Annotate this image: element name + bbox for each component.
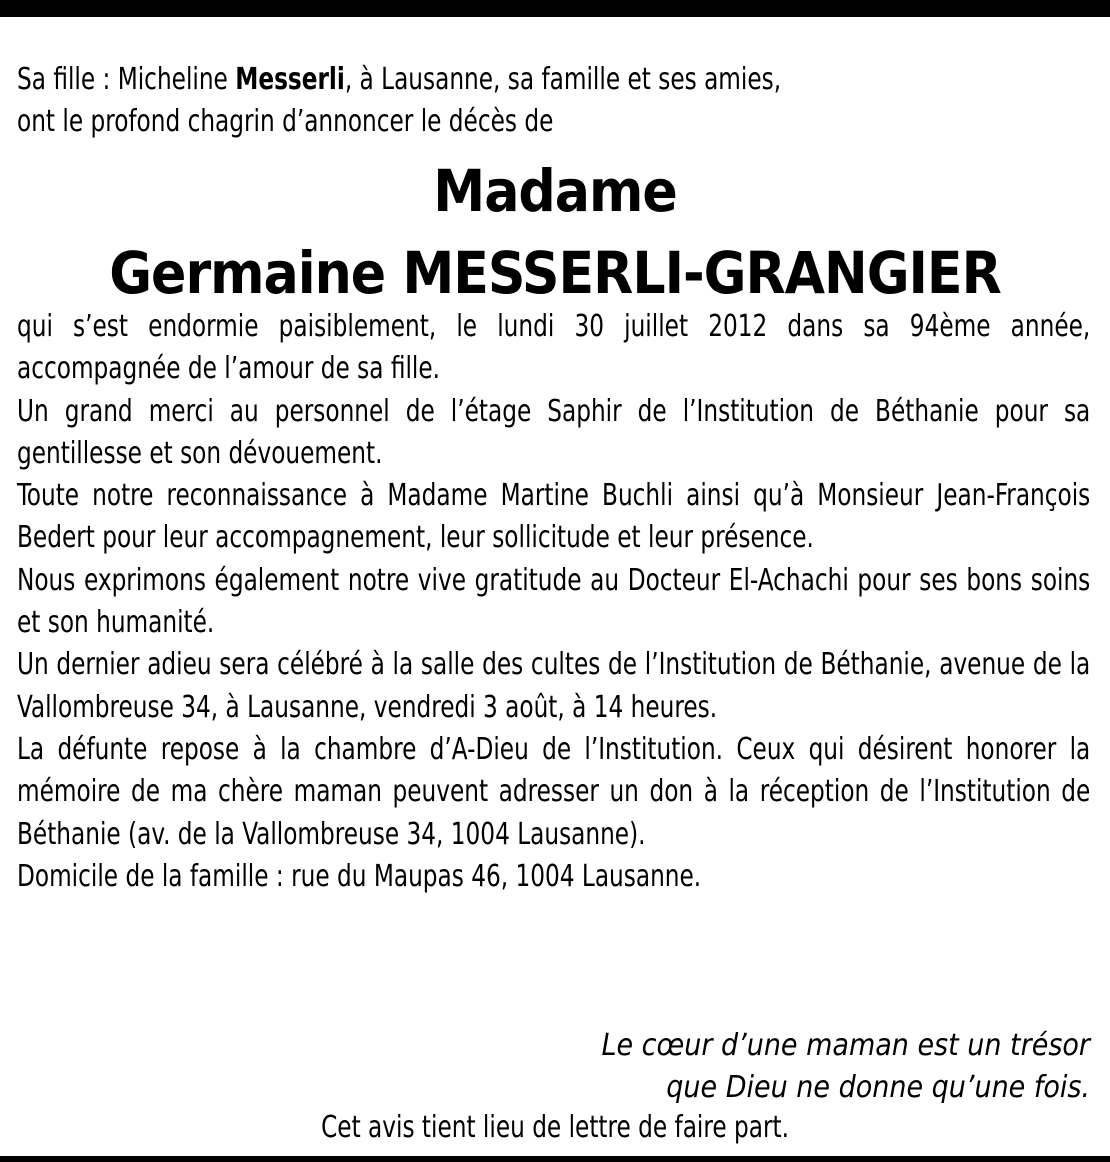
- paragraph-thanks-individuals: Toute notre reconnaissance à Madame Martine Buchli ainsi qu’à Monsieur Jean-François Bedert pour leur accompagnement, leur sollicitude et leur présence.: [17, 478, 1091, 556]
- intro-line-2: ont le profond chagrin d’annoncer le décès de: [17, 104, 554, 140]
- bottom-border-rule: [0, 1156, 1110, 1162]
- paragraph-ceremony: Un dernier adieu sera célébré à la salle des cultes de l’Institution de Béthanie, avenue de la Vallombreuse 34, à Lausanne, vendredi 3 août, à 14 heures.: [17, 647, 1091, 725]
- top-border-rule: [0, 0, 1110, 17]
- memorial-quote: [390, 1025, 1090, 1109]
- notice-body: [17, 306, 1090, 898]
- daughter-surname: Messerli: [235, 62, 345, 97]
- paragraph-thanks-doctor: Nous exprimons également notre vive gratitude au Docteur El-Achachi pour ses bons soins et son humanité.: [17, 562, 1091, 641]
- deceased-title: Madame: [433, 157, 677, 225]
- quote-line-2: que Dieu ne donne qu’une fois.: [666, 1070, 1090, 1105]
- closing-line: [0, 1107, 1110, 1149]
- paragraph-donations: La défunte repose à la chambre d’A-Dieu de l’Institution. Ceux qui désirent honorer la mémoire de ma chère maman peuvent adresser un don à la réception de l’Institution de Béthanie (av. de la Vallombreuse 34, 1004 Lausanne).: [17, 731, 1091, 852]
- deceased-heading: [0, 150, 1110, 314]
- closing-text: Cet avis tient lieu de lettre de faire part.: [321, 1110, 789, 1145]
- quote-line-1: Le cœur d’une maman est un trésor: [601, 1028, 1090, 1063]
- paragraph-passing: qui s’est endormie paisiblement, le lundi 30 juillet 2012 dans sa 94ème année, accompagnée de l’amour de sa fille.: [17, 309, 1091, 387]
- intro-line-1: [17, 59, 1090, 101]
- paragraph-family-address: Domicile de la famille : rue du Maupas 46, 1004 Lausanne.: [17, 858, 702, 894]
- deceased-name: Germaine MESSERLI-GRANGIER: [109, 239, 1001, 307]
- paragraph-thanks-staff: Un grand merci au personnel de l’étage Saphir de l’Institution de Béthanie pour sa gentillesse et son dévouement.: [17, 393, 1091, 471]
- intro-line-1-end: , à Lausanne, sa famille et ses amies,: [344, 62, 782, 97]
- intro-block: [17, 59, 1090, 144]
- intro-line-1-start: Sa fille : Micheline: [17, 62, 236, 97]
